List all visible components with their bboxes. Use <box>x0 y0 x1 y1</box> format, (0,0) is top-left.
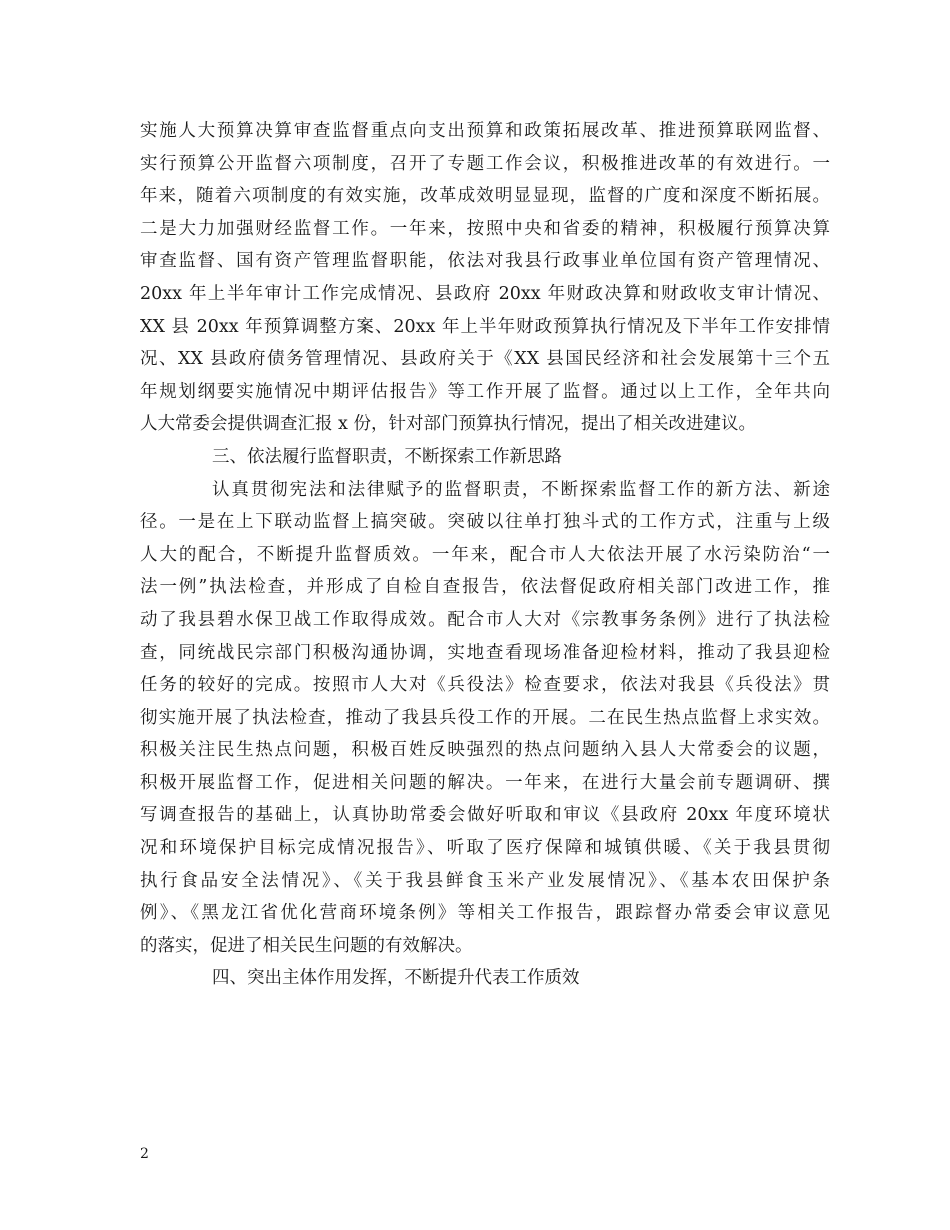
text-line: 径。一是在上下联动监督上搞突破。突破以往单打独斗式的工作方式，注重与上级 <box>140 512 830 533</box>
text-line: 审查监督、国有资产管理监督职能，依法对我县行政事业单位国有资产管理情况、 <box>140 251 830 272</box>
text-line: 动了我县碧水保卫战工作取得成效。配合市人大对《宗教事务条例》进行了执法检 <box>140 609 830 630</box>
text-line: 人大的配合，不断提升监督质效。一年来，配合市人大依法开展了水污染防治“一 <box>140 544 830 565</box>
text-line: 况和环境保护目标完成情况报告》、听取了医疗保障和城镇供暖、《关于我县贯彻 <box>140 838 830 859</box>
text-line: 实施人大预算决算审查监督重点向支出预算和政策拓展改革、推进预算联网监督、 <box>140 121 830 141</box>
text-line: 写调查报告的基础上，认真协助常委会做好听取和审议《县政府 20xx 年度环境状 <box>140 805 830 826</box>
paragraph-2 <box>140 474 830 963</box>
text-line: 况、XX 县政府债务管理情况、县政府关于《XX 县国民经济和社会发展第十三个五 <box>140 349 830 370</box>
text-line: 实行预算公开监督六项制度，召开了专题工作会议，积极推进改革的有效进行。一 <box>140 153 830 174</box>
section-heading-3: 三、依法履行监督职责，不断探索工作新思路 <box>212 446 562 467</box>
text-line: 执行食品安全法情况》、《关于我县鲜食玉米产业发展情况》、《基本农田保护条 <box>140 870 830 891</box>
text-line: 查，同统战民宗部门积极沟通协调，实地查看现场准备迎检材料，推动了我县迎检 <box>140 642 830 663</box>
text-line: 积极关注民生热点问题，积极百姓反映强烈的热点问题纳入县人大常委会的议题， <box>140 740 830 761</box>
text-line: 认真贯彻宪法和法律赋予的监督职责，不断探索监督工作的新方法、新途 <box>212 479 830 500</box>
paragraph-1 <box>140 115 830 441</box>
text-line: 年规划纲要实施情况中期评估报告》等工作开展了监督。通过以上工作，全年共向 <box>140 381 830 402</box>
section-heading-4: 四、突出主体作用发挥，不断提升代表工作质效 <box>212 968 580 989</box>
text-line: 二是大力加强财经监督工作。一年来，按照中央和省委的精神，积极履行预算决算 <box>140 218 830 239</box>
text-line: 积极开展监督工作，促进相关问题的解决。一年来，在进行大量会前专题调研、撰 <box>140 772 830 793</box>
text-line: 例》、《黑龙江省优化营商环境条例》等相关工作报告，跟踪督办常委会审议意见 <box>140 903 830 924</box>
body-text <box>140 115 830 995</box>
text-line: 法一例”执法检查，并形成了自检自查报告，依法督促政府相关部门改进工作，推 <box>140 577 830 598</box>
text-line: 年来，随着六项制度的有效实施，改革成效明显显现，监督的广度和深度不断拓展。 <box>140 186 830 207</box>
text-line: 彻实施开展了执法检查，推动了我县兵役工作的开展。二在民生热点监督上求实效。 <box>140 707 830 728</box>
page-number: 2 <box>140 1146 149 1162</box>
text-line: 人大常委会提供调查汇报 x 份，针对部门预算执行情况，提出了相关改进建议。 <box>140 414 756 435</box>
text-line: 20xx 年上半年审计工作完成情况、县政府 20xx 年财政决算和财政收支审计情况、 <box>140 283 830 304</box>
text-line: 任务的较好的完成。按照市人大对《兵役法》检查要求，依法对我县《兵役法》贯 <box>140 675 830 696</box>
text-line: 的落实，促进了相关民生问题的有效解决。 <box>140 935 473 956</box>
text-line: XX 县 20xx 年预算调整方案、20xx 年上半年财政预算执行情况及下半年工作安排情 <box>140 316 830 337</box>
